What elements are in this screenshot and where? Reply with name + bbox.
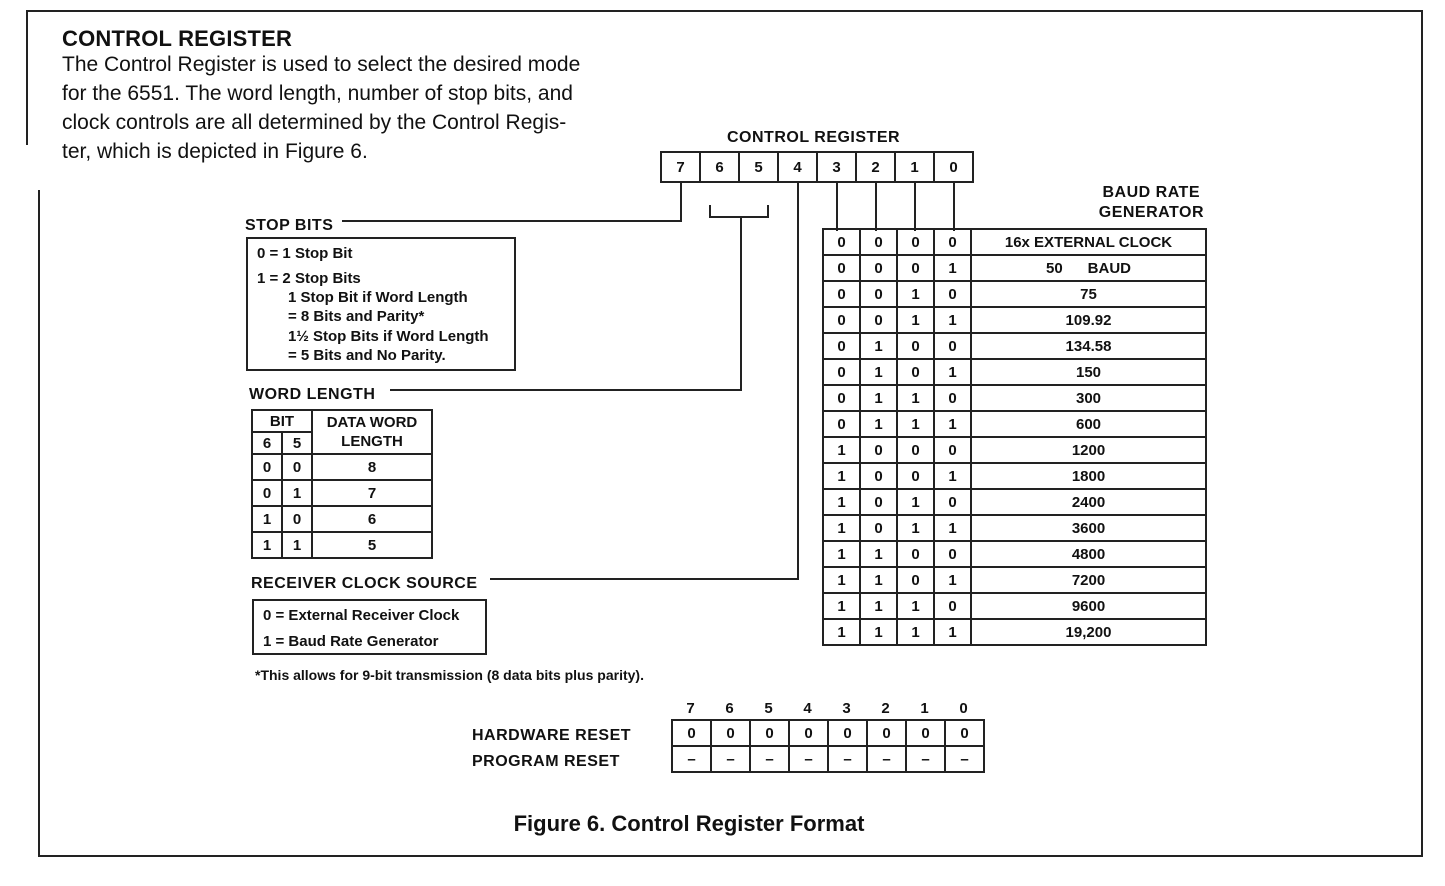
table-row [823, 489, 1206, 515]
reset-table [671, 719, 985, 773]
stop-bits-line: 1 Stop Bit if Word Length [288, 289, 468, 306]
baud-rate-label-line2: GENERATOR [1098, 204, 1204, 221]
baud-bit-cell: 1 [934, 515, 971, 541]
baud-bit-cell: 1 [823, 619, 860, 645]
baud-bit-cell: 0 [897, 229, 934, 255]
reset-bit-label: 7 [686, 700, 695, 717]
baud-bit-cell: 0 [860, 281, 897, 307]
program-reset-label: PROGRAM RESET [472, 753, 620, 770]
receiver-clock-label: RECEIVER CLOCK SOURCE [251, 575, 478, 592]
baud-bit-cell: 0 [934, 437, 971, 463]
table-row [823, 333, 1206, 359]
baud-bit-cell: 1 [823, 593, 860, 619]
baud-bit-cell: 1 [897, 489, 934, 515]
reset-bit-label: 2 [881, 700, 890, 717]
baud-rate-cell: 9600 [971, 593, 1206, 619]
baud-bit-cell: 0 [823, 229, 860, 255]
table-row [823, 229, 1206, 255]
intro-line: clock controls are all determined by the Control Regis- [62, 111, 567, 134]
table-row: 0 0 8 [252, 454, 432, 480]
baud-bit-cell: 1 [860, 333, 897, 359]
figure-caption: Figure 6. Control Register Format [513, 811, 865, 836]
stop-bits-line: = 5 Bits and No Parity. [288, 347, 446, 364]
register-bit-2: 2 [855, 151, 896, 183]
page-border-top [26, 10, 1421, 12]
hardware-reset-label: HARDWARE RESET [472, 727, 632, 744]
baud-bit-cell: 0 [823, 359, 860, 385]
page-border-bottom [38, 855, 1423, 857]
table-row: 0 0 0 0 0 0 0 0 [672, 720, 984, 746]
baud-bit-cell: 0 [934, 333, 971, 359]
baud-rate-cell: 2400 [971, 489, 1206, 515]
baud-bit-cell: 1 [934, 307, 971, 333]
baud-bit-cell: 0 [897, 333, 934, 359]
baud-bit-cell: 0 [823, 333, 860, 359]
baud-bit-cell: 1 [897, 411, 934, 437]
baud-bit-cell: 0 [897, 567, 934, 593]
receiver-clock-box [252, 599, 487, 655]
baud-bit-cell: 1 [860, 593, 897, 619]
baud-bit-cell: 1 [860, 385, 897, 411]
baud-rate-cell: 4800 [971, 541, 1206, 567]
stop-bits-line: = 8 Bits and Parity* [288, 308, 425, 325]
page-border-right [1421, 10, 1423, 855]
baud-bit-cell: 0 [897, 541, 934, 567]
table-row: 0 1 7 [252, 480, 432, 506]
baud-bit-cell: 1 [860, 567, 897, 593]
baud-bit-cell: 0 [860, 307, 897, 333]
baud-rate-cell: 7200 [971, 567, 1206, 593]
register-bit-1: 1 [894, 151, 935, 183]
intro-line: The Control Register is used to select the desired mode [62, 53, 581, 76]
table-row [823, 359, 1206, 385]
baud-bit-cell: 1 [860, 411, 897, 437]
baud-bit-cell: 0 [934, 489, 971, 515]
word-length-table [251, 409, 433, 559]
reset-bit-label: 1 [920, 700, 929, 717]
table-row: – – – – – – – – [672, 746, 984, 772]
register-bit-6: 6 [699, 151, 740, 183]
baud-bit-cell: 0 [897, 359, 934, 385]
baud-bit-cell: 0 [934, 385, 971, 411]
baud-bit-cell: 1 [823, 567, 860, 593]
baud-rate-cell: 109.92 [971, 307, 1206, 333]
baud-rate-cell: 75 [971, 281, 1206, 307]
baud-bit-cell: 1 [823, 463, 860, 489]
page-border-left-upper [26, 10, 28, 145]
baud-bit-cell: 1 [934, 411, 971, 437]
reset-bit-label: 0 [959, 700, 968, 717]
baud-bit-cell: 1 [934, 463, 971, 489]
stop-bits-line: 1½ Stop Bits if Word Length [288, 328, 489, 345]
register-title: CONTROL REGISTER [727, 129, 901, 146]
baud-bit-cell: 1 [934, 619, 971, 645]
baud-bit-cell: 0 [860, 437, 897, 463]
baud-bit-cell: 0 [823, 385, 860, 411]
table-row [823, 385, 1206, 411]
baud-bit-cell: 1 [897, 281, 934, 307]
baud-bit-cell: 0 [934, 593, 971, 619]
reset-bit-label: 6 [725, 700, 734, 717]
baud-bit-cell: 1 [934, 359, 971, 385]
baud-bit-cell: 0 [860, 229, 897, 255]
table-row [823, 541, 1206, 567]
baud-rate-cell: 600 [971, 411, 1206, 437]
table-row [823, 619, 1206, 645]
baud-bit-cell: 1 [823, 541, 860, 567]
baud-bit-cell: 1 [934, 255, 971, 281]
baud-bit-cell: 1 [897, 619, 934, 645]
word-length-label: WORD LENGTH [249, 386, 376, 403]
baud-bit-cell: 0 [897, 463, 934, 489]
intro-line: for the 6551. The word length, number of stop bits, and [62, 82, 573, 105]
intro-paragraph [62, 50, 672, 166]
baud-rate-cell: 150 [971, 359, 1206, 385]
baud-bit-cell: 1 [823, 489, 860, 515]
table-row [823, 307, 1206, 333]
reset-bit-label: 5 [764, 700, 773, 717]
baud-bit-cell: 0 [897, 255, 934, 281]
register-bit-0: 0 [933, 151, 974, 183]
table-row [823, 281, 1206, 307]
baud-bit-cell: 1 [897, 593, 934, 619]
intro-line: ter, which is depicted in Figure 6. [62, 140, 368, 163]
table-row [823, 567, 1206, 593]
stop-bits-line: 1 = 2 Stop Bits [257, 270, 361, 287]
register-bit-3: 3 [816, 151, 857, 183]
baud-rate-cell: 19,200 [971, 619, 1206, 645]
baud-bit-cell: 1 [897, 307, 934, 333]
baud-bit-cell: 1 [860, 541, 897, 567]
baud-bit-cell: 0 [823, 255, 860, 281]
baud-bit-cell: 1 [860, 359, 897, 385]
baud-bit-cell: 0 [823, 307, 860, 333]
word-length-header-data: DATA WORD LENGTH [312, 410, 432, 454]
baud-bit-cell: 0 [823, 281, 860, 307]
register-bit-5: 5 [738, 151, 779, 183]
baud-rate-cell: 300 [971, 385, 1206, 411]
baud-rate-cell: 3600 [971, 515, 1206, 541]
table-row [823, 255, 1206, 281]
page-border-left-lower [38, 190, 40, 857]
baud-bit-cell: 1 [860, 619, 897, 645]
stop-bits-line: 0 = 1 Stop Bit [257, 245, 353, 262]
baud-rate-cell: 1800 [971, 463, 1206, 489]
baud-bit-cell: 0 [860, 489, 897, 515]
baud-rate-table-body [823, 229, 1206, 645]
table-row [823, 437, 1206, 463]
baud-rate-cell: 50 BAUD [971, 255, 1206, 281]
baud-rate-table [822, 228, 1207, 646]
baud-bit-cell: 0 [934, 541, 971, 567]
baud-bit-cell: 0 [860, 515, 897, 541]
baud-bit-cell: 0 [934, 229, 971, 255]
stop-bits-label: STOP BITS [245, 217, 334, 234]
baud-bit-cell: 1 [934, 567, 971, 593]
baud-bit-cell: 1 [897, 515, 934, 541]
baud-bit-cell: 0 [860, 463, 897, 489]
baud-bit-cell: 0 [934, 281, 971, 307]
baud-bit-cell: 1 [897, 385, 934, 411]
table-row [823, 463, 1206, 489]
receiver-clock-line: 0 = External Receiver Clock [263, 607, 460, 624]
reset-bit-label: 4 [803, 700, 812, 717]
baud-bit-cell: 1 [823, 515, 860, 541]
register-bit-7: 7 [660, 151, 701, 183]
register-bit-4: 4 [777, 151, 818, 183]
baud-rate-cell: 134.58 [971, 333, 1206, 359]
table-row: 1 1 5 [252, 532, 432, 558]
table-row [823, 593, 1206, 619]
stop-bits-box [246, 237, 516, 371]
baud-bit-cell: 0 [897, 437, 934, 463]
baud-rate-cell: 16x EXTERNAL CLOCK [971, 229, 1206, 255]
table-row: 1 0 6 [252, 506, 432, 532]
reset-bit-label: 3 [842, 700, 851, 717]
word-length-bit6-header: 6 [252, 432, 282, 454]
baud-bit-cell: 0 [860, 255, 897, 281]
receiver-clock-line: 1 = Baud Rate Generator [263, 633, 439, 650]
footnote: *This allows for 9-bit transmission (8 data bits plus parity). [255, 667, 644, 683]
baud-rate-cell: 1200 [971, 437, 1206, 463]
word-length-header-bit: BIT [252, 410, 312, 432]
table-row [823, 411, 1206, 437]
table-row [823, 515, 1206, 541]
baud-bit-cell: 0 [823, 411, 860, 437]
section-heading: CONTROL REGISTER [62, 26, 293, 51]
baud-bit-cell: 1 [823, 437, 860, 463]
word-length-bit5-header: 5 [282, 432, 312, 454]
baud-rate-label-line1: BAUD RATE [1102, 184, 1200, 201]
